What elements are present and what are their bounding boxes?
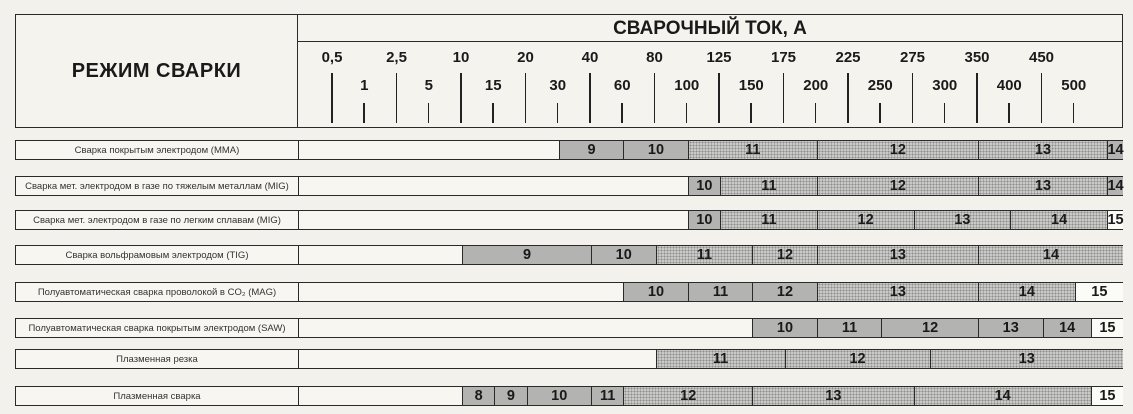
shade-number-segment: 12 xyxy=(881,319,978,337)
tick-line-major xyxy=(460,73,462,123)
row-label: Плазменная сварка xyxy=(16,387,299,405)
shade-number-segment: 11 xyxy=(656,350,785,368)
table-row xyxy=(15,349,1123,369)
tick-label-bottom: 500 xyxy=(1061,77,1087,94)
tick-line-major xyxy=(331,73,333,123)
shade-number-segment: 13 xyxy=(930,350,1123,368)
tick-line-minor xyxy=(557,103,559,123)
tick-label-top: 275 xyxy=(899,49,926,66)
shade-number-segment: 13 xyxy=(817,246,978,264)
shade-number-segment: 10 xyxy=(688,177,720,195)
tick-label-top: 0,5 xyxy=(321,49,343,66)
shade-number-segment: 15 xyxy=(1107,212,1124,228)
shade-number-segment: 12 xyxy=(817,211,914,229)
shade-number-segment: 13 xyxy=(752,387,913,405)
shade-number-segment: 15 xyxy=(1091,387,1123,405)
shade-number-segment: 13 xyxy=(978,141,1107,159)
tick-line-major xyxy=(976,73,978,123)
shade-number-segment: 14 xyxy=(914,387,1091,405)
tick-label-top: 10 xyxy=(452,49,470,66)
tick-label-bottom: 30 xyxy=(549,77,567,94)
tick-line-major xyxy=(396,73,398,123)
tick-line-minor xyxy=(1073,103,1075,123)
tick-line-minor xyxy=(686,103,688,123)
table-row xyxy=(15,386,1123,406)
shade-number-segment: 9 xyxy=(462,246,591,264)
shade-number-segment: 10 xyxy=(752,319,817,337)
tick-line-major xyxy=(912,73,914,123)
tick-line-minor xyxy=(363,103,365,123)
tick-line-major xyxy=(525,73,527,123)
shade-number-segment: 13 xyxy=(817,283,978,301)
current-range-track xyxy=(299,387,1122,405)
shade-number-segment: 15 xyxy=(1075,283,1123,301)
shade-number-segment: 11 xyxy=(720,177,817,195)
tick-line-minor xyxy=(428,103,430,123)
tick-label-top: 20 xyxy=(517,49,534,66)
tick-label-top: 125 xyxy=(706,49,732,66)
shade-number-segment: 11 xyxy=(688,283,753,301)
tick-line-major xyxy=(1041,73,1043,123)
mode-title: РЕЖИМ СВАРКИ xyxy=(71,59,242,82)
tick-label-top: 80 xyxy=(646,49,663,66)
shade-number-segment: 15 xyxy=(1091,319,1123,337)
table-row xyxy=(15,282,1123,302)
shade-number-segment: 14 xyxy=(1043,319,1091,337)
shade-number-segment: 14 xyxy=(978,283,1075,301)
shade-number-segment: 13 xyxy=(978,177,1107,195)
tick-label-top: 2,5 xyxy=(386,49,407,66)
shade-number-segment: 12 xyxy=(785,350,930,368)
tick-line-major xyxy=(589,73,591,123)
tick-line-minor xyxy=(944,103,946,123)
tick-line-minor xyxy=(1008,103,1010,123)
shade-number-segment: 10 xyxy=(527,387,592,405)
tick-label-bottom: 150 xyxy=(738,77,764,94)
shade-number-segment: 11 xyxy=(591,387,623,405)
row-label: Плазменная резка xyxy=(16,350,299,368)
tick-line-major xyxy=(654,73,656,123)
mode-header-cell xyxy=(15,14,298,128)
row-label: Полуавтоматическая сварка проволокой в CO₂ (MAG) xyxy=(16,283,299,301)
current-title: СВАРОЧНЫЙ ТОК, А xyxy=(613,18,807,39)
tick-line-major xyxy=(783,73,785,123)
table-row xyxy=(15,318,1123,338)
header-divider xyxy=(298,41,1122,42)
row-label: Полуавтоматическая сварка покрытым электродом (SAW) xyxy=(16,319,299,337)
shade-number-segment: 12 xyxy=(752,283,817,301)
tick-line-minor xyxy=(621,103,623,123)
shade-number-segment: 14 xyxy=(978,246,1123,264)
shade-number-segment: 11 xyxy=(656,246,753,264)
shade-number-segment: 9 xyxy=(559,141,624,159)
row-label: Сварка мет. электродом в газе по тяжелым металлам (MIG) xyxy=(16,177,299,195)
tick-label-bottom: 60 xyxy=(613,77,631,94)
shade-number-segment: 11 xyxy=(720,211,817,229)
shade-number-segment: 14 xyxy=(1010,211,1107,229)
shade-number-segment: 10 xyxy=(623,283,688,301)
table-row xyxy=(15,210,1123,230)
tick-line-major xyxy=(718,73,720,123)
shade-number-segment: 12 xyxy=(817,141,978,159)
current-range-track xyxy=(299,246,1122,264)
tick-label-top: 40 xyxy=(581,49,599,66)
tick-label-bottom: 1 xyxy=(360,77,369,94)
tick-line-major xyxy=(847,73,849,123)
current-header-cell xyxy=(297,14,1123,128)
shade-number-segment: 13 xyxy=(978,319,1043,337)
tick-label-bottom: 100 xyxy=(674,77,700,94)
shade-number-segment: 12 xyxy=(623,387,752,405)
tick-label-bottom: 300 xyxy=(932,77,958,94)
current-range-track xyxy=(299,141,1122,159)
tick-label-bottom: 250 xyxy=(867,77,893,94)
table-row xyxy=(15,176,1123,196)
current-range-track xyxy=(299,283,1122,301)
tick-label-top: 350 xyxy=(964,49,990,66)
shade-number-segment: 10 xyxy=(591,246,656,264)
shade-number-segment: 11 xyxy=(688,141,817,159)
shade-number-segment: 14 xyxy=(1107,178,1124,194)
tick-line-minor xyxy=(750,103,752,123)
shade-number-segment: 14 xyxy=(1107,142,1124,158)
tick-label-bottom: 200 xyxy=(803,77,829,94)
tick-line-minor xyxy=(879,103,881,123)
current-range-track xyxy=(299,211,1122,229)
row-label: Сварка покрытым электродом (MMA) xyxy=(16,141,299,159)
tick-label-top: 175 xyxy=(770,49,797,66)
shade-number-segment: 13 xyxy=(914,211,1011,229)
shade-number-segment: 10 xyxy=(623,141,688,159)
tick-line-minor xyxy=(815,103,817,123)
shade-number-segment: 12 xyxy=(752,246,817,264)
table-row xyxy=(15,140,1123,160)
shade-number-segment: 8 xyxy=(462,387,494,405)
tick-label-top: 225 xyxy=(835,49,861,66)
shade-number-segment: 10 xyxy=(688,211,720,229)
current-range-track xyxy=(299,177,1122,195)
tick-label-bottom: 400 xyxy=(996,77,1022,94)
row-label: Сварка вольфрамовым электродом (TIG) xyxy=(16,246,299,264)
tick-line-minor xyxy=(492,103,494,123)
tick-label-bottom: 15 xyxy=(484,77,502,94)
table-row xyxy=(15,245,1123,265)
row-label: Сварка мет. электродом в газе по легким сплавам (MIG) xyxy=(16,211,299,229)
current-range-track xyxy=(299,350,1122,368)
tick-label-bottom: 5 xyxy=(424,77,433,94)
tick-label-top: 450 xyxy=(1028,49,1055,66)
current-range-track xyxy=(299,319,1122,337)
shade-number-segment: 12 xyxy=(817,177,978,195)
shade-number-segment: 9 xyxy=(494,387,526,405)
shade-number-segment: 11 xyxy=(817,319,882,337)
